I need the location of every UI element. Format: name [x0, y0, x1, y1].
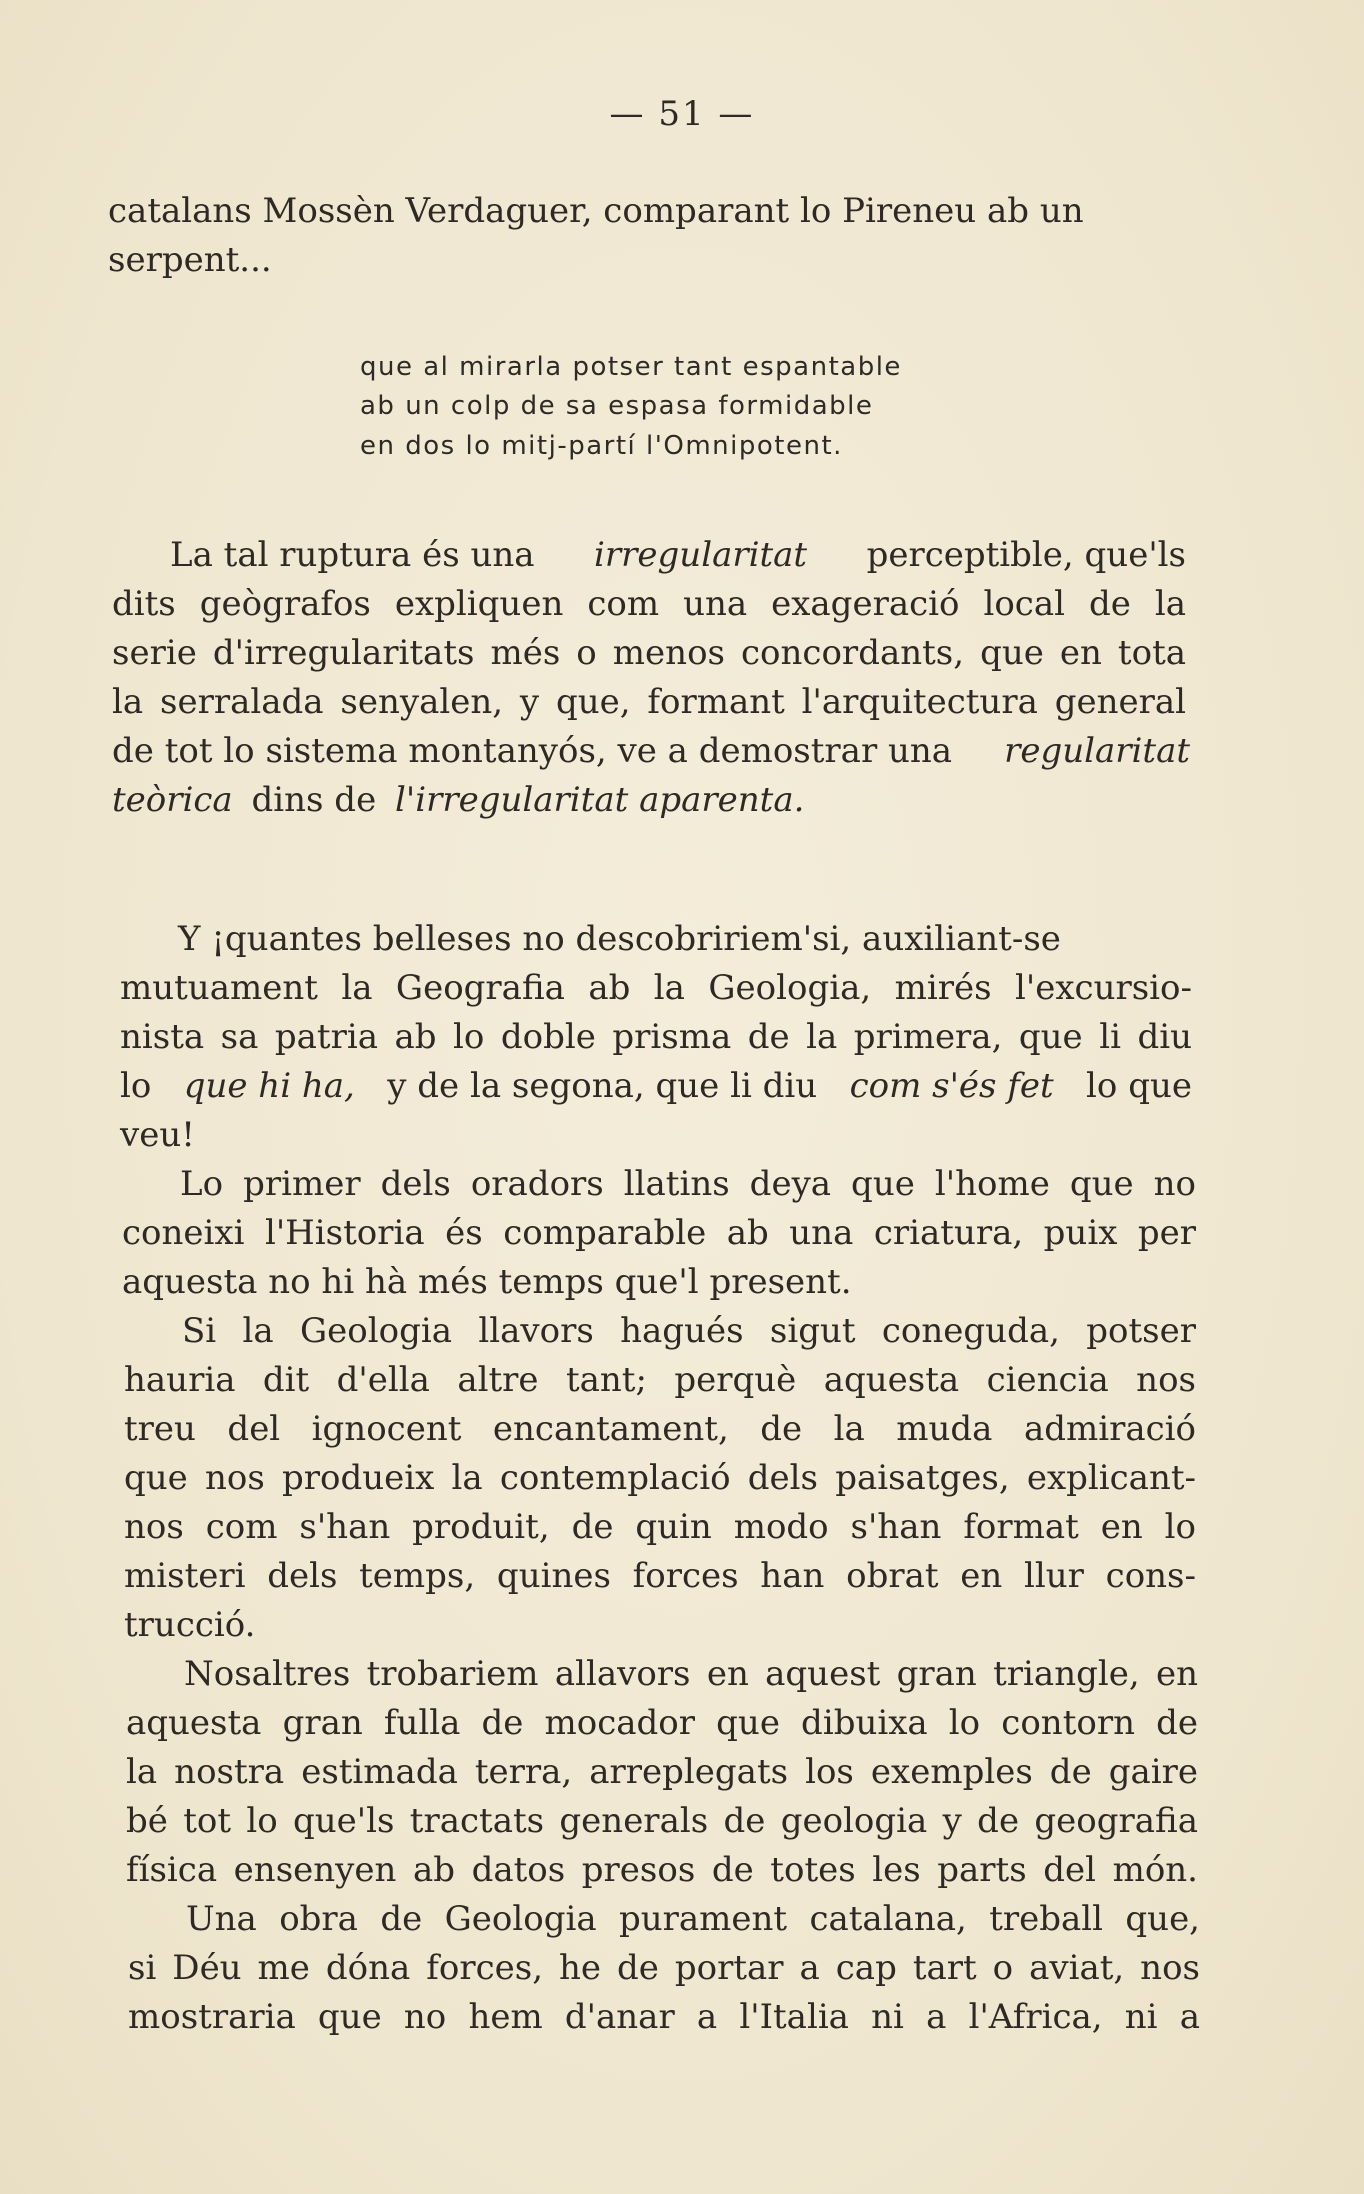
- para1-line-2: serpent...: [108, 240, 272, 280]
- para4-line-1: Lo primer dels oradors llatins deya que l'home que no: [180, 1164, 1196, 1204]
- para7-line-1: Una obra de Geologia purament catalana, treball que,: [186, 1899, 1200, 1939]
- para2-line-5: [112, 731, 1190, 771]
- para3-italic-com-ses-fet: com s'és fet: [849, 1066, 1054, 1106]
- para3-line-4: [120, 1066, 1192, 1106]
- para7-line-3: mostraria que no hem d'anar a l'Italia ni a l'Africa, ni a: [128, 1997, 1200, 2037]
- para1-line-1-text: catalans Mossèn Verdaguer, comparant lo Pireneu ab un: [108, 191, 1084, 231]
- para2-line-2: dits geògrafos expliquen com una exageració local de la: [112, 584, 1186, 624]
- para3-italic-que-hi-ha: que hi ha,: [183, 1066, 355, 1106]
- verse-line-1: que al mirarla potser tant espantable: [360, 352, 902, 382]
- page-number: — 51 —: [609, 94, 755, 134]
- para5-line-6: misteri dels temps, quines forces han obrat en llur cons-: [124, 1556, 1196, 1596]
- para5-line-3: treu del ignocent encantament, de la muda admiració: [124, 1409, 1196, 1449]
- para3-line-4-e: lo que: [1086, 1066, 1192, 1106]
- para2-line-4: la serralada senyalen, y que, formant l'arquitectura general: [112, 682, 1186, 722]
- para2-line-6-b: dins de: [251, 780, 377, 820]
- para5-line-7: trucció.: [124, 1605, 256, 1645]
- para3-line-4-c: y de la segona, que li diu: [387, 1066, 818, 1106]
- para5-line-5: nos com s'han produit, de quin modo s'han format en lo: [124, 1507, 1196, 1547]
- para5-line-2: hauria dit d'ella altre tant; perquè aquesta ciencia nos: [124, 1360, 1196, 1400]
- para2-italic-teorica: teòrica: [112, 780, 233, 820]
- para2-italic-regularitat: regularitat: [1004, 731, 1190, 771]
- para6-line-3: la nostra estimada terra, arreplegats los exemples de gaire: [126, 1752, 1198, 1792]
- para2-line-1-c: perceptible, que'ls: [866, 535, 1186, 575]
- verse-line-3: en dos lo mitj-partí l'Omnipotent.: [360, 431, 843, 461]
- para5-line-1: Si la Geologia llavors hagués sigut coneguda, potser: [182, 1311, 1196, 1351]
- para2-line-1: [170, 535, 1186, 575]
- para1-line-1: [108, 191, 1182, 231]
- para5-line-4: que nos produeix la contemplació dels paisatges, explicant-: [124, 1458, 1196, 1498]
- verse-line-2: ab un colp de sa espasa formidable: [360, 391, 874, 421]
- para3-line-5: veu!: [120, 1115, 195, 1155]
- para2-line-3: serie d'irregularitats més o menos concordants, que en tota: [112, 633, 1186, 673]
- para2-line-6: [112, 780, 804, 820]
- para2-italic-irregularitat-aparenta: l'irregularitat aparenta.: [395, 780, 805, 820]
- para3-line-1: [178, 919, 1192, 959]
- para6-line-1: Nosaltres trobariem allavors en aquest gran triangle, en: [184, 1654, 1198, 1694]
- para3-line-4-a: lo: [120, 1066, 152, 1106]
- para3-line-1-text: Y ¡quantes belleses no descobririem'si, auxiliant-se: [178, 919, 1061, 959]
- para3-line-3: nista sa patria ab lo doble prisma de la primera, que li diu: [120, 1017, 1192, 1057]
- para6-line-5: física ensenyen ab datos presos de totes les parts del món.: [126, 1850, 1198, 1890]
- para4-line-2: coneixi l'Historia és comparable ab una criatura, puix per: [122, 1213, 1196, 1253]
- para7-line-2: si Déu me dóna forces, he de portar a cap tart o aviat, nos: [128, 1948, 1200, 1988]
- para6-line-4: bé tot lo que'ls tractats generals de geologia y de geografia: [126, 1801, 1198, 1841]
- para2-italic-irregularitat: irregularitat: [594, 535, 808, 575]
- para4-line-3: aquesta no hi hà més temps que'l present.: [122, 1262, 852, 1302]
- para6-line-2: aquesta gran fulla de mocador que dibuixa lo contorn de: [126, 1703, 1198, 1743]
- para2-line-5-a: de tot lo sistema montanyós, ve a demostrar una: [112, 731, 953, 771]
- para3-line-2: mutuament la Geografia ab la Geologia, mirés l'excursio-: [120, 968, 1192, 1008]
- para2-line-1-a: La tal ruptura és una: [170, 535, 535, 575]
